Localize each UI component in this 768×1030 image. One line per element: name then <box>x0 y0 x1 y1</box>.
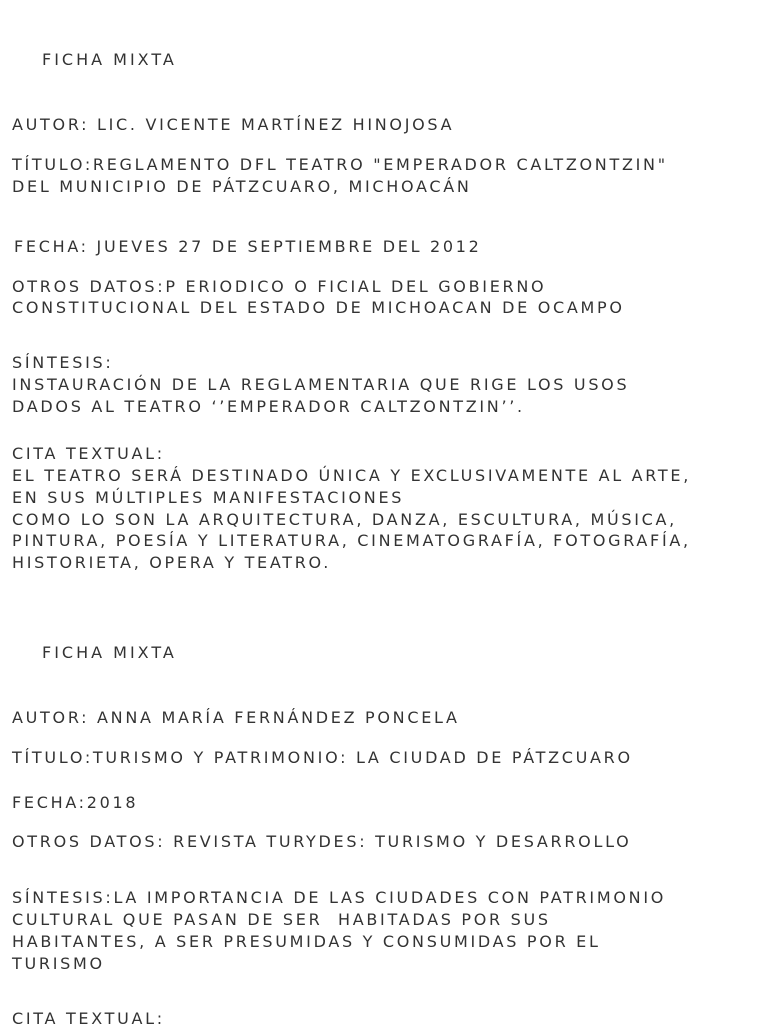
ficha-1-titulo-line-2: DEL MUNICIPIO DE PÁTZCUARO, MICHOACÁN <box>12 177 472 196</box>
ficha-1-otros-datos-line-1: OTROS DATOS:P ERIODICO O FICIAL DEL GOBIERNO <box>12 277 547 296</box>
ficha-1-cita-line-3: COMO LO SON LA ARQUITECTURA, DANZA, ESCULTURA, MÚSICA, <box>12 510 677 529</box>
ficha-1-sintesis-label: SÍNTESIS: <box>12 353 114 372</box>
ficha-2-titulo: TÍTULO:TURISMO Y PATRIMONIO: LA CIUDAD DE PÁTZCUARO <box>12 748 633 767</box>
ficha-2-cita-label: CITA TEXTUAL: <box>12 1009 165 1028</box>
ficha-2-sintesis-line-4: TURISMO <box>12 954 105 973</box>
ficha-1-sintesis-line-1: INSTAURACIÓN DE LA REGLAMENTARIA QUE RIGE LOS USOS <box>12 375 630 394</box>
ficha-1-fecha: FECHA: JUEVES 27 DE SEPTIEMBRE DEL 2012 <box>14 237 482 256</box>
ficha-1-autor: AUTOR: LIC. VICENTE MARTÍNEZ HINOJOSA <box>12 115 455 134</box>
ficha-1-titulo-line-1: TÍTULO:REGLAMENTO DFL TEATRO "EMPERADOR CALTZONTZIN" <box>12 155 668 174</box>
ficha-1-heading: FICHA MIXTA <box>42 50 177 69</box>
ficha-1-cita-line-1: EL TEATRO SERÁ DESTINADO ÚNICA Y EXCLUSIVAMENTE AL ARTE, <box>12 466 691 485</box>
ficha-1-otros-datos-line-2: CONSTITUCIONAL DEL ESTADO DE MICHOACAN DE OCAMPO <box>12 298 625 317</box>
ficha-2-fecha: FECHA:2018 <box>12 793 139 812</box>
ficha-1-cita-label: CITA TEXTUAL: <box>12 444 165 463</box>
ficha-1-cita-line-2: EN SUS MÚLTIPLES MANIFESTACIONES <box>12 488 405 507</box>
ficha-2-sintesis-line-3: HABITANTES, A SER PRESUMIDAS Y CONSUMIDAS POR EL <box>12 932 601 951</box>
ficha-2-otros-datos: OTROS DATOS: REVISTA TURYDES: TURISMO Y DESARROLLO <box>12 832 632 851</box>
ficha-1-cita-line-4: PINTURA, POESÍA Y LITERATURA, CINEMATOGRAFÍA, FOTOGRAFÍA, <box>12 531 691 550</box>
ficha-2-sintesis-line-2: CULTURAL QUE PASAN DE SER HABITADAS POR SUS <box>12 910 551 929</box>
ficha-2-autor: AUTOR: ANNA MARÍA FERNÁNDEZ PONCELA <box>12 708 460 727</box>
ficha-2-heading: FICHA MIXTA <box>42 643 177 662</box>
ficha-2-sintesis-line-1: SÍNTESIS:LA IMPORTANCIA DE LAS CIUDADES CON PATRIMONIO <box>12 888 667 907</box>
ficha-1-sintesis-line-2: DADOS AL TEATRO ‘’EMPERADOR CALTZONTZIN’’. <box>12 397 525 416</box>
ficha-1-cita-line-5: HISTORIETA, OPERA Y TEATRO. <box>12 553 331 572</box>
